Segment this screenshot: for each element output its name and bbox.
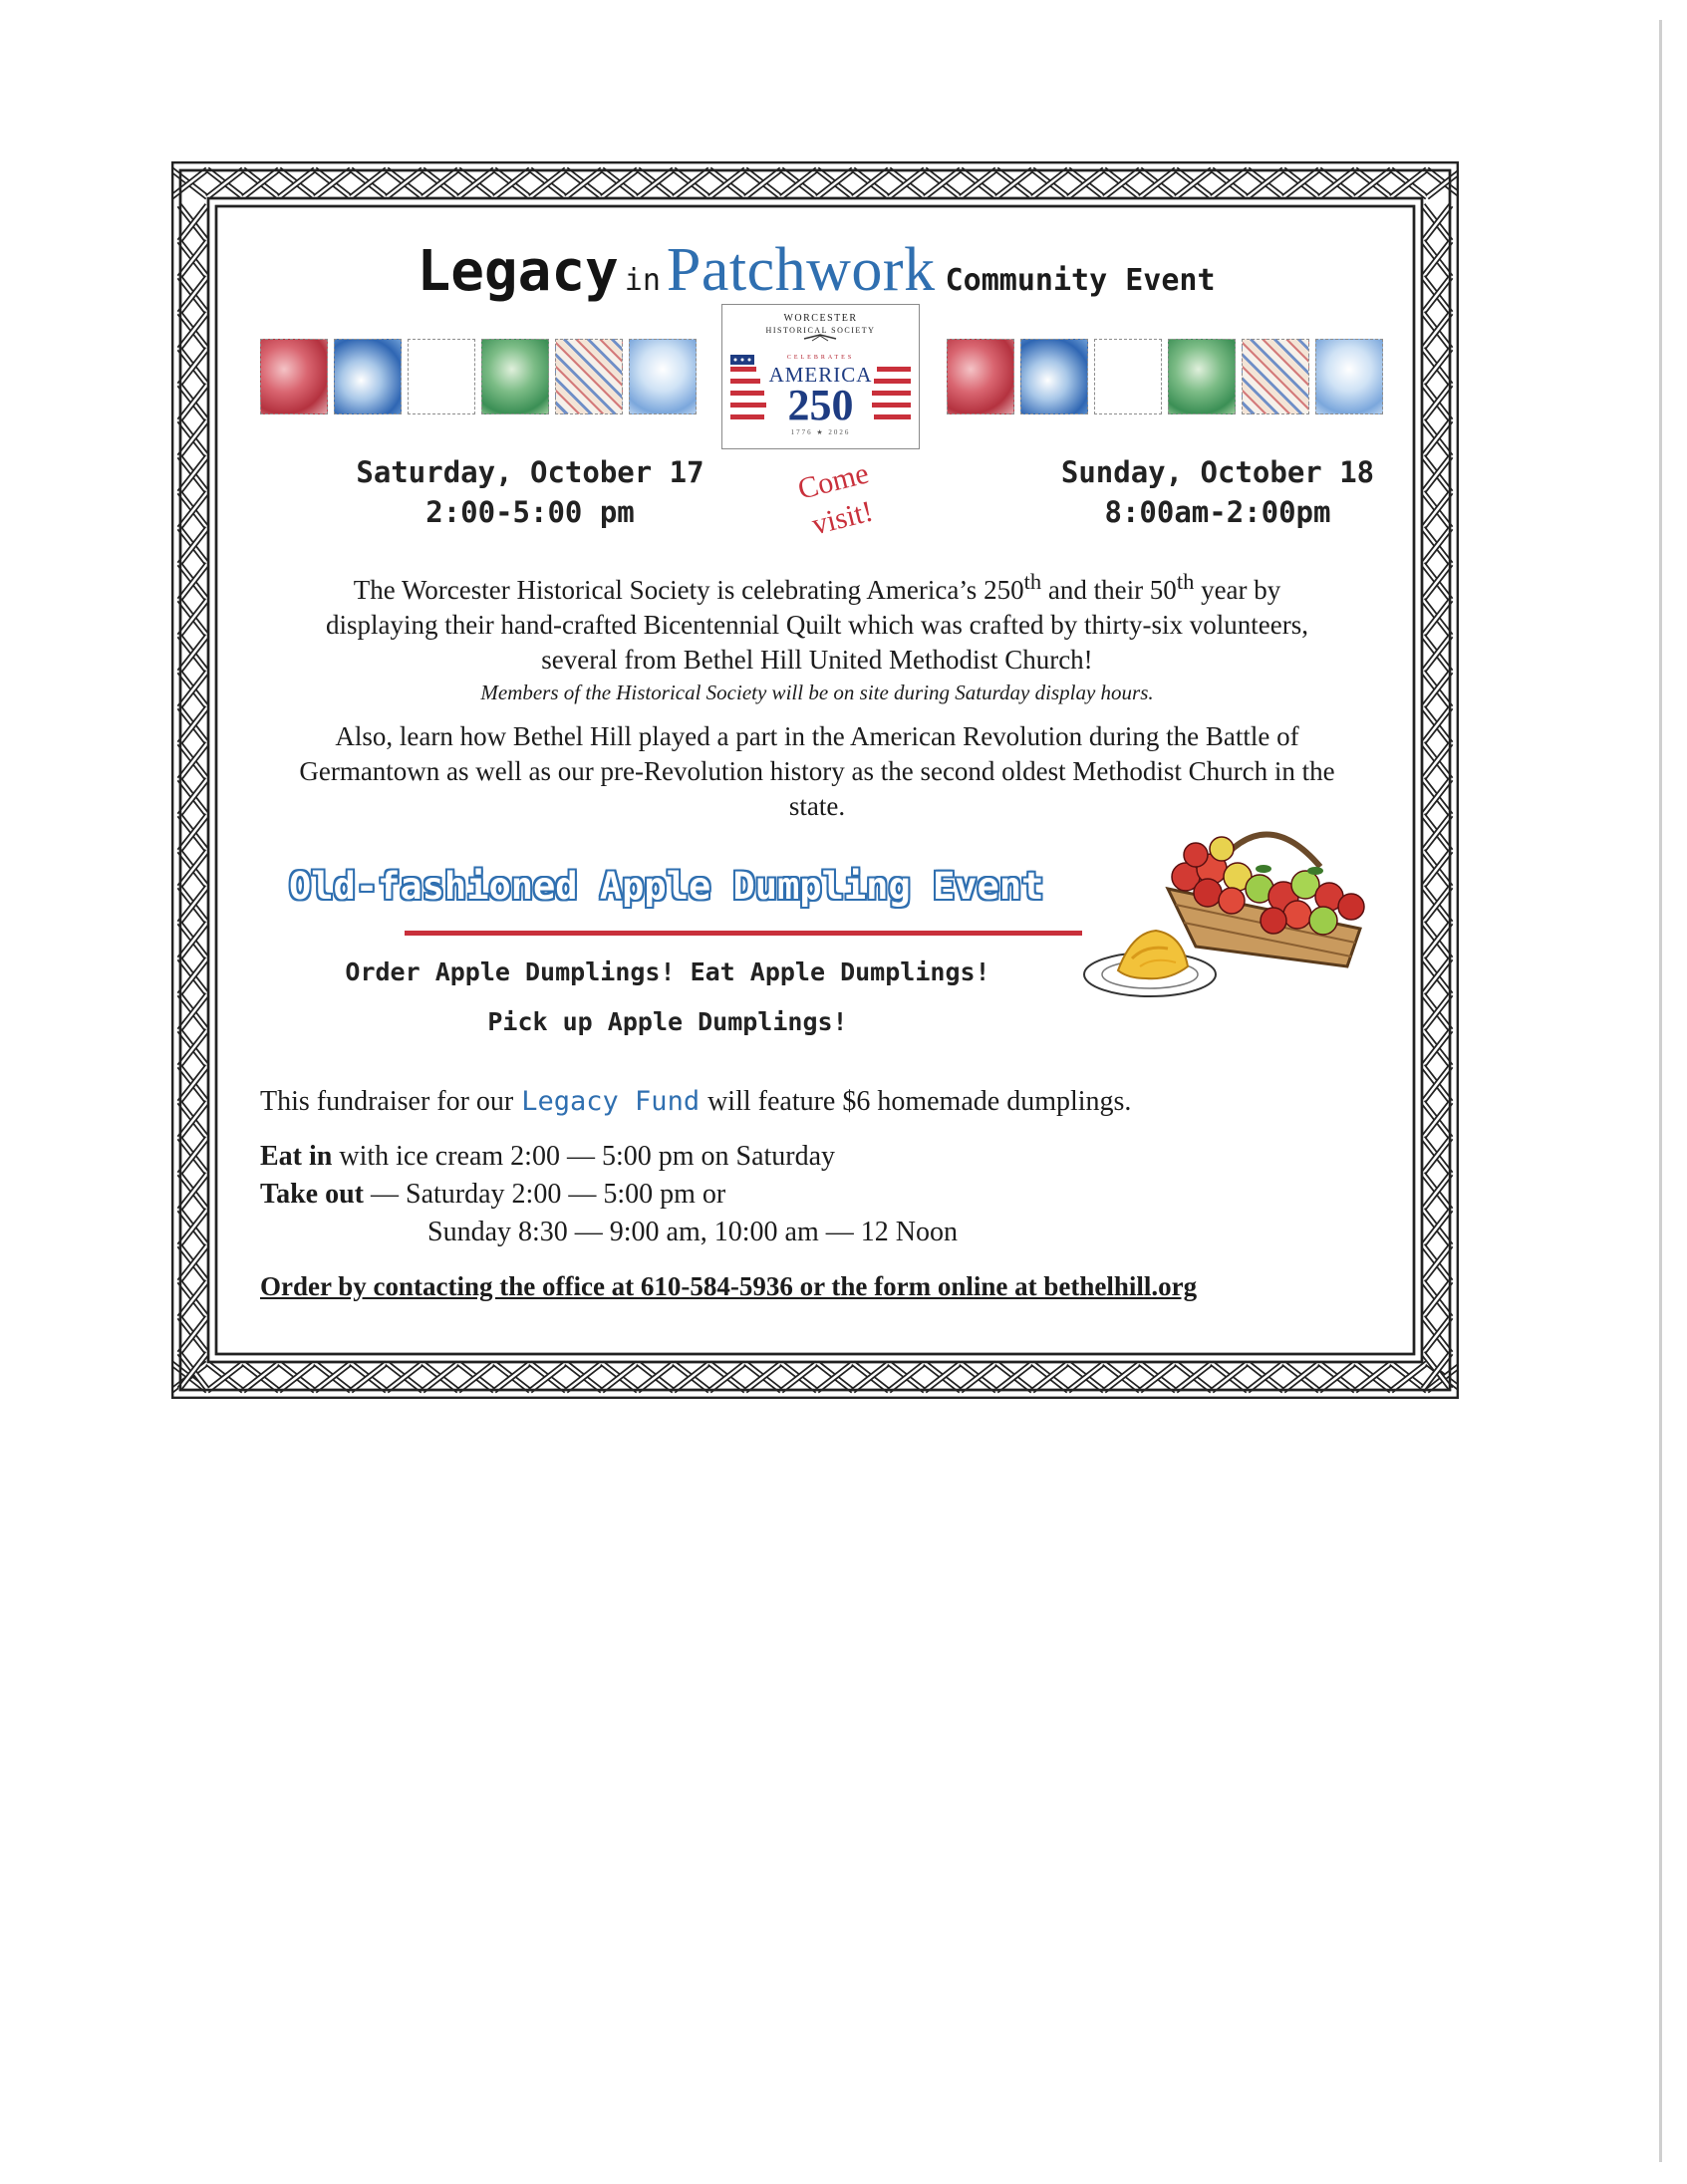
come-visit-line2: visit! [808,494,877,542]
quilt-squares-right [947,339,1383,416]
apple-dumpling-event-title: Old-fashioned Apple Dumpling Event [289,865,1044,908]
sunday-date-block [1008,452,1427,532]
superscript-th: th [1023,569,1042,594]
america-250-logo [721,304,920,449]
eat-in-label: Eat in [260,1141,333,1172]
quilt-square [1315,339,1383,414]
fundraiser-text-after: will feature $6 homemade dumplings. [707,1086,1132,1117]
quilt-squares-left [260,339,697,416]
logo-america: AMERICA [768,363,873,387]
title-community-event: Community Event [945,263,1216,298]
order-contact-info: Order by contacting the office at 610-584-5936 or the form online at bethelhill.org [260,1271,1198,1301]
sunday-time: 8:00am-2:00pm [1104,495,1331,529]
logo-250: 250 [787,381,854,429]
eat-in-text: with ice cream 2:00 — 5:00 pm on Saturday [332,1141,836,1172]
logo-celebrates: CELEBRATES [786,355,855,361]
take-out-label: Take out [260,1179,365,1210]
quilt-square [1168,339,1236,414]
fundraiser-line [260,1082,1356,1122]
logo-historical-society: HISTORICAL SOCIETY [765,326,876,335]
title-in: in [624,263,661,298]
take-out-text: — Saturday 2:00 — 5:00 pm or [364,1179,726,1210]
logo-years: 1776 ★ 2026 [790,428,851,436]
quilt-square [260,339,328,414]
page-edge-line [1659,20,1662,2162]
saturday-time: 2:00-5:00 pm [425,495,635,529]
sunday-pickup-row: Sunday 8:30 — 9:00 am, 10:00 am — 12 Noon [427,1217,958,1247]
quilt-description [299,564,1335,707]
flyer-content [229,217,1403,1341]
quilt-square [629,339,697,414]
saturday-date-block [321,452,739,532]
quilt-square [1242,339,1309,414]
quilt-square [947,339,1014,414]
quilt-square [408,339,475,414]
title-patchwork: Patchwork [666,236,936,304]
sunday-day: Sunday, October 18 [1060,455,1375,489]
description-text-a: The Worcester Historical Society is celebrating America’s 250 [353,575,1024,605]
apple-dumpling-plate-icon [1080,919,1220,1002]
description-text-b: and their 50 [1041,575,1177,605]
revolution-history-paragraph: Also, learn how Bethel Hill played a part in the American Revolution during the Battle of Germantown as well as our pre-Revolution history as the second oldest Methodist Church in the state. [299,721,1335,821]
description-text-c: year by displaying their hand-crafted Bicentennial Quilt which was crafted by thirty-six volunteers, several from Bethel Hill United Methodist Church! [326,575,1308,675]
logo-worcester: WORCESTER [783,313,858,324]
quilt-square [334,339,402,414]
superscript-th: th [1176,569,1195,594]
title-legacy: Legacy [417,239,619,304]
come-visit-line1: Come [794,456,873,506]
eat-in-row [260,1138,1356,1176]
quilt-square [481,339,549,414]
apple-dumpling-line-1: Order Apple Dumplings! Eat Apple Dumplings! [345,957,990,986]
red-divider [405,931,1082,936]
come-visit-callout [766,447,911,552]
historical-society-note: Members of the Historical Society will be on site during Saturday display hours. [480,681,1154,704]
apple-dumpling-line-2: Pick up Apple Dumplings! [487,1007,848,1036]
fundraiser-text-before: This fundraiser for our [260,1086,514,1117]
quilt-square [555,339,623,414]
quilt-square [1020,339,1088,414]
legacy-fund-name: Legacy Fund [521,1086,701,1117]
saturday-day: Saturday, October 17 [356,455,704,489]
dumpling-times [260,1138,1356,1251]
quilt-square [1094,339,1162,414]
take-out-row [260,1176,1356,1214]
